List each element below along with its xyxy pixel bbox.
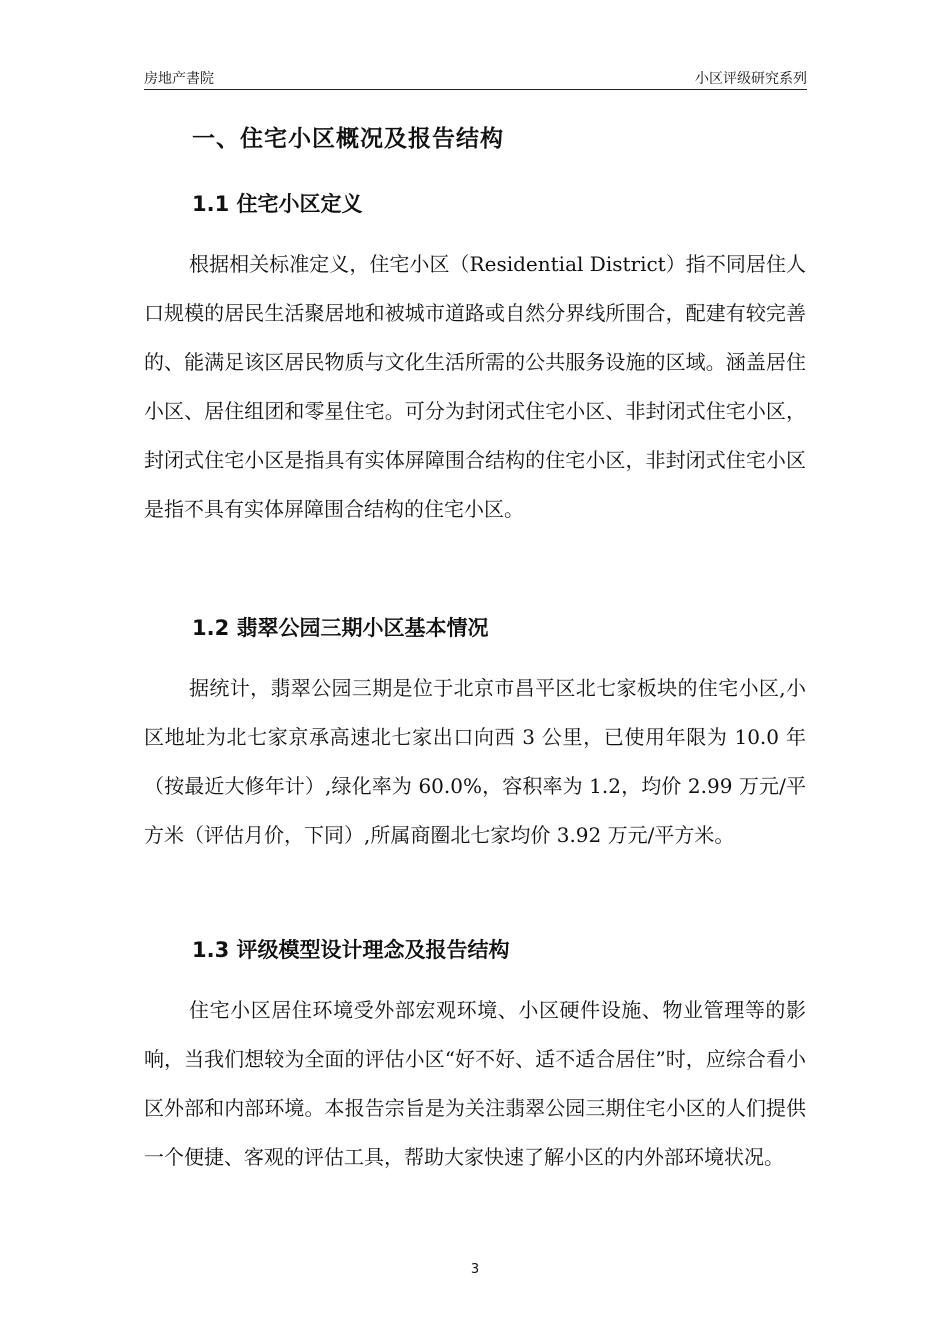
section-paragraph-1-2: 据统计，翡翠公园三期是位于北京市昌平区北七家板块的住宅小区,小区地址为北七家京承高速北七家出口向西 3 公里，已使用年限为 10.0 年（按最近大修年计）,绿化率为 60.0%，容积率为 1.2，均价 2.99 万元/平方米（评估月价，下同）,所属商圈北七家均价 3.92 万元/平方米。 bbox=[144, 676, 806, 847]
header-publisher: 房地产書院 bbox=[144, 71, 214, 87]
section-paragraph-1-3: 住宅小区居住环境受外部宏观环境、小区硬件设施、物业管理等的影响，当我们想较为全面的评估小区“好不好、适不适合居住”时，应综合看小区外部和内部环境。本报告宗旨是为关注翡翠公园三期住宅小区的人们提供一个便捷、客观的评估工具，帮助大家快速了解小区的内外部环境状况。 bbox=[144, 998, 806, 1169]
page-header bbox=[144, 67, 807, 90]
chapter-title: 一、住宅小区概况及报告结构 bbox=[192, 126, 504, 152]
header-series: 小区评级研究系列 bbox=[695, 71, 807, 87]
section-paragraph-1-1: 根据相关标准定义，住宅小区（Residential District）指不同居住人口规模的居民生活聚居地和被城市道路或自然分界线所围合，配建有较完善的、能满足该区居民物质与文化生活所需的公共服务设施的区域。涵盖居住小区、居住组团和零星住宅。可分为封闭式住宅小区、非封闭式住宅小区，封闭式住宅小区是指具有实体屏障围合结构的住宅小区，非封闭式住宅小区是指不具有实体屏障围合结构的住宅小区。 bbox=[144, 252, 806, 521]
section-heading-1-1: 1.1 住宅小区定义 bbox=[192, 192, 363, 216]
page-number: 3 bbox=[470, 1262, 480, 1277]
section-heading-1-3: 1.3 评级模型设计理念及报告结构 bbox=[192, 938, 510, 962]
section-heading-1-2: 1.2 翡翠公园三期小区基本情况 bbox=[192, 616, 489, 640]
